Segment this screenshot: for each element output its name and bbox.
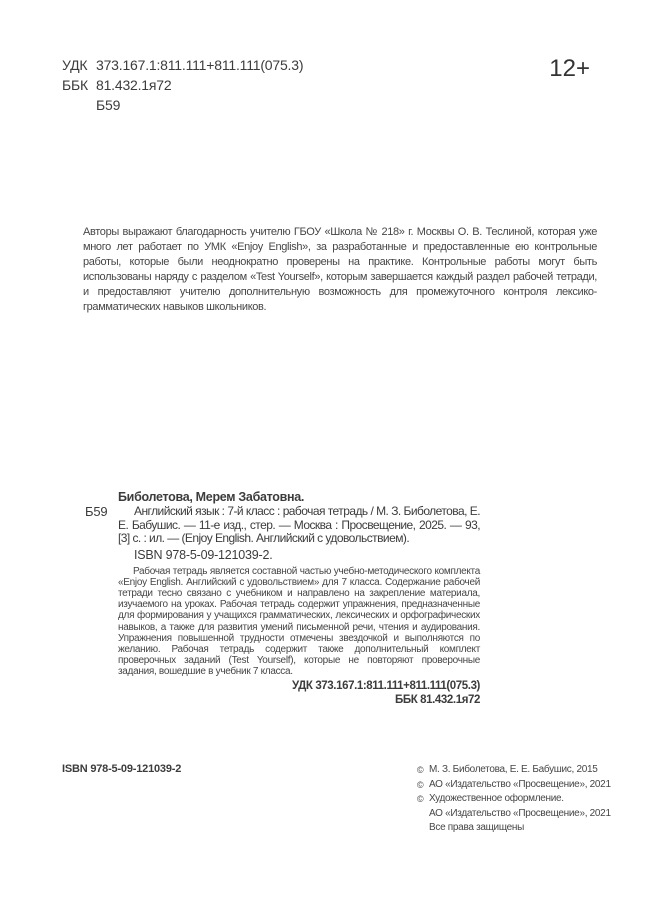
catalog-entry-text	[118, 490, 480, 707]
udk-line: УДК 373.167.1:811.111+811.111(075.3)	[291, 679, 480, 692]
bbk-line: ББК 81.432.1я72	[394, 694, 480, 707]
copyright-text: АО «Издательство «Просвещение», 2021	[429, 807, 611, 819]
copyright-row	[417, 763, 611, 778]
copyright-block	[417, 763, 611, 836]
copyright-text: АО «Издательство «Просвещение», 2021	[429, 778, 611, 790]
copyright-row	[417, 778, 611, 793]
bibliographic-description: Английский язык : 7-й класс : рабочая тетрадь / М. З. Биболетова, Е. Е. Бабушис. — 11-е изд., стер. — Москва : Просвещение, 2025. — 93, [3] с. : ил. — (Enjoy English. Английский с удовольствием).	[118, 504, 480, 545]
age-rating-badge: 12+	[549, 55, 590, 82]
author-heading: Биболетова, Мерем Забатовна.	[118, 490, 305, 504]
author-sign-top: Б59	[96, 97, 121, 113]
copyright-symbol	[417, 807, 429, 822]
copyright-text: М. З. Биболетова, Е. Е. Бабушис, 2015	[429, 764, 598, 775]
copyright-row	[417, 821, 611, 836]
udk-label: УДК	[62, 57, 88, 73]
bbk-value: 81.432.1я72	[96, 77, 172, 93]
copyright-symbol: ©	[417, 794, 424, 804]
catalog-card	[62, 490, 480, 707]
acknowledgment-paragraph: Авторы выражают благодарность учителю ГБОУ «Школа № 218» г. Москвы О. В. Теслиной, которая уже много лет работает по УМК «Enjoy English», за разработанные и предоставленные ею контрольные работы, которые были неоднократно проверены на практике. Контрольные работы могут быть использованы наряду с разделом «Test Yourself», которым завершается каждый раздел рабочей тетради, и предоставляют учителю дополнительную возможность для промежуточного контроля лексико-грамматических навыков школьников.	[83, 226, 597, 313]
udk-value: 373.167.1:811.111+811.111(075.3)	[96, 57, 304, 73]
isbn-line: ISBN 978-5-09-121039-2.	[134, 547, 273, 562]
copyright-symbol: ©	[417, 779, 424, 790]
copyright-row	[417, 807, 611, 822]
copyright-symbol: ©	[417, 765, 424, 775]
copyright-text: Все права защищены	[429, 822, 525, 833]
classification-block	[62, 55, 303, 115]
bbk-label: ББК	[62, 77, 88, 93]
copyright-row	[417, 792, 611, 807]
copyright-symbol	[417, 821, 429, 836]
annotation-paragraph: Рабочая тетрадь является составной частью учебно-методического комплекта «Enjoy English. Английский с удовольствием» для 7 класса. Содержание рабочей тетради тесно связано с учебником и направлено на закрепление материала, изучаемого на уроках. Рабочая тетрадь содержит упражнения, предназначенные для формирования у учащихся грамматических, лексических и орфографических навыков, а также для развития умений письменной речи, чтения и аудирования. Упражнения повышенной трудности отмечены звездочкой и выполняются по желанию. Рабочая тетрадь содержит также дополнительный комплект проверочных заданий (Test Yourself), которые не повторяют проверочные задания, вошедшие в учебник 7 класса.	[118, 565, 480, 678]
copyright-text: Художественное оформление.	[429, 793, 564, 804]
footer-isbn: ISBN 978-5-09-121039-2	[62, 763, 182, 775]
catalog-author-sign: Б59	[85, 504, 108, 519]
spacer	[62, 95, 96, 115]
